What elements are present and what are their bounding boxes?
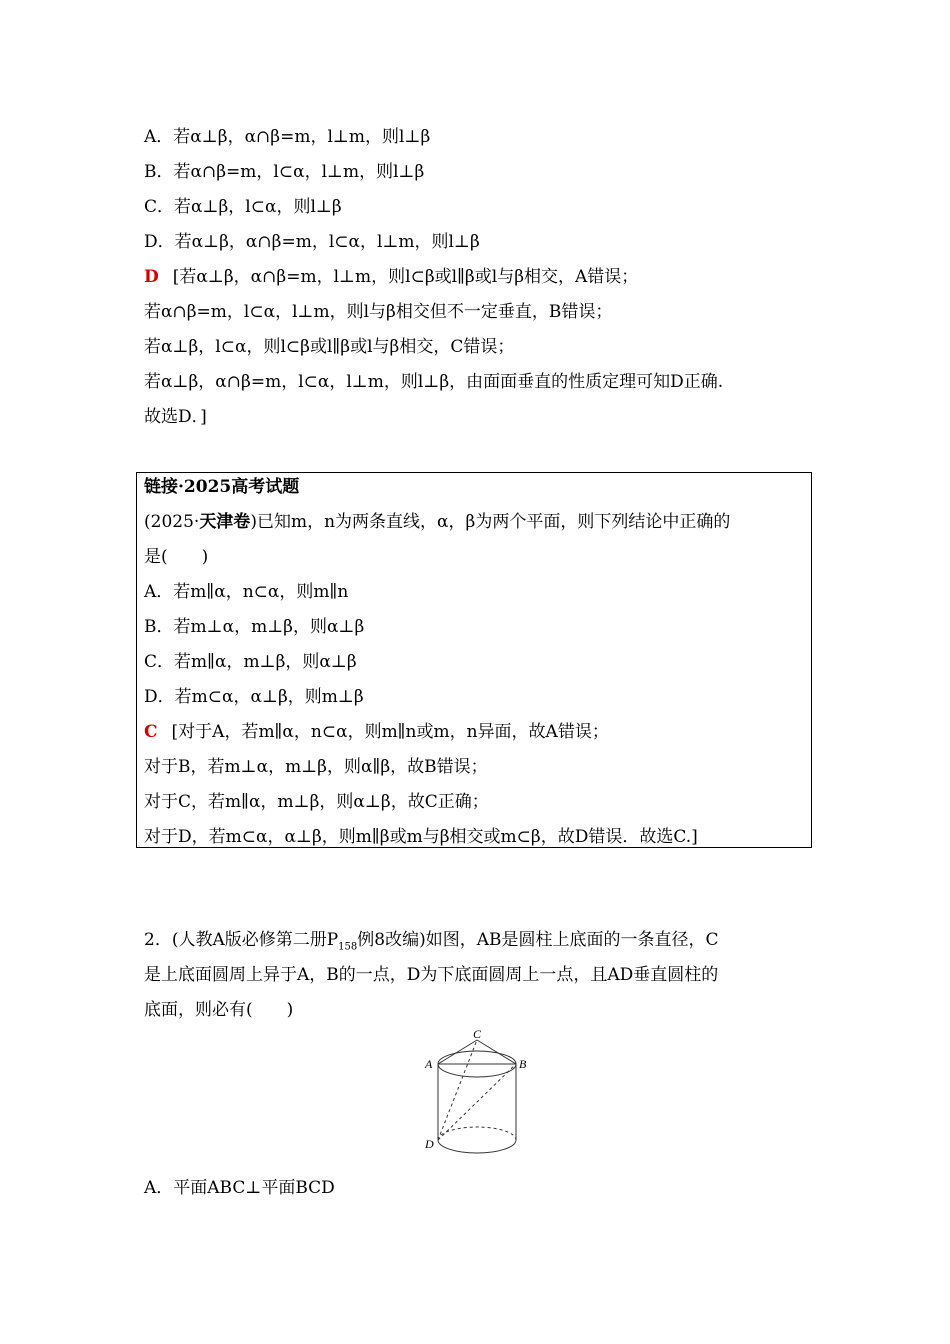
link-box-header: 链接·2025高考试题 [144, 477, 300, 497]
link-option-b: B．若m⊥α，m⊥β，则α⊥β [144, 617, 365, 637]
cylinder-figure [420, 1030, 540, 1165]
cylinder-bottom-back-arc [438, 1127, 516, 1140]
link-option-a: A．若m∥α，n⊂α，则m∥n [144, 582, 349, 602]
q1-explanation-1: [若α⊥β，α∩β=m，l⊥m，则l⊂β或l∥β或l与β相交，A错误； [172, 267, 639, 287]
cylinder-bottom-front-arc [438, 1140, 516, 1153]
link-explanation-3: 对于C，若m∥α，m⊥β，则α⊥β，故C正确； [144, 792, 489, 812]
q1-explanation-3: 若α⊥β，l⊂α，则l⊂β或l∥β或l与β相交，C错误； [144, 337, 515, 357]
link-explanation-4: 对于D，若m⊂α，α⊥β，则m∥β或m与β相交或m⊂β，故D错误．故选C.] [144, 827, 698, 847]
label-c: C [473, 1030, 482, 1041]
q1-answer-letter: D [144, 267, 159, 287]
q1-option-b: B．若α∩β=m，l⊂α，l⊥m，则l⊥β [144, 162, 425, 182]
link-source-year: (2025· [144, 512, 200, 532]
q2-page-subscript: 158 [338, 941, 358, 953]
q1-explanation-5: 故选D．] [144, 407, 207, 427]
link-explanation-1: [对于A，若m∥α，n⊂α，则m∥n或m，n异面，故A错误； [171, 722, 609, 742]
label-d: D [425, 1137, 434, 1151]
link-option-c: C．若m∥α，m⊥β，则α⊥β [144, 652, 357, 672]
q1-option-d: D．若α⊥β，α∩β=m，l⊂α，l⊥m，则l⊥β [144, 232, 480, 252]
label-a: A [425, 1057, 433, 1071]
q2-stem-line2: 是上底面圆周上异于A，B的一点，D为下底面圆周上一点，且AD垂直圆柱的 [144, 965, 719, 985]
q2-stem-line3: 底面，则必有( ) [144, 1000, 294, 1020]
link-answer-line [144, 722, 609, 742]
link-answer-letter: C [144, 722, 158, 742]
q2-option-a: A．平面ABC⊥平面BCD [144, 1178, 335, 1198]
q1-option-c: C．若α⊥β，l⊂α，则l⊥β [144, 197, 342, 217]
q2-stem-part-a: 2．(人教A版必修第二册P [144, 930, 339, 950]
segment-dc [438, 1040, 477, 1140]
q2-stem-line1 [144, 930, 719, 957]
link-source-name: 天津卷 [199, 512, 251, 532]
segment-db [438, 1064, 516, 1140]
segment-cb [477, 1040, 516, 1064]
q1-option-a: A．若α⊥β，α∩β=m，l⊥m，则l⊥β [144, 127, 431, 147]
q1-answer-line [144, 267, 638, 287]
link-explanation-2: 对于B，若m⊥α，m⊥β，则α∥β，故B错误； [144, 757, 488, 777]
link-option-d: D．若m⊂α，α⊥β，则m⊥β [144, 687, 364, 707]
label-b: B [519, 1057, 527, 1071]
link-stem-text: )已知m，n为两条直线，α，β为两个平面，则下列结论中正确的 [250, 512, 731, 532]
q1-explanation-2: 若α∩β=m，l⊂α，l⊥m，则l与β相交但不一定垂直，B错误； [144, 302, 613, 322]
segment-ac [438, 1040, 477, 1064]
q1-explanation-4: 若α⊥β，α∩β=m，l⊂α，l⊥m，则l⊥β，由面面垂直的性质定理可知D正确. [144, 372, 724, 392]
q2-stem-part-b: 例8改编)如图，AB是圆柱上底面的一条直径，C [357, 930, 719, 950]
link-box-stem-line2: 是( ) [144, 547, 209, 567]
link-box-stem-line1 [144, 512, 730, 532]
